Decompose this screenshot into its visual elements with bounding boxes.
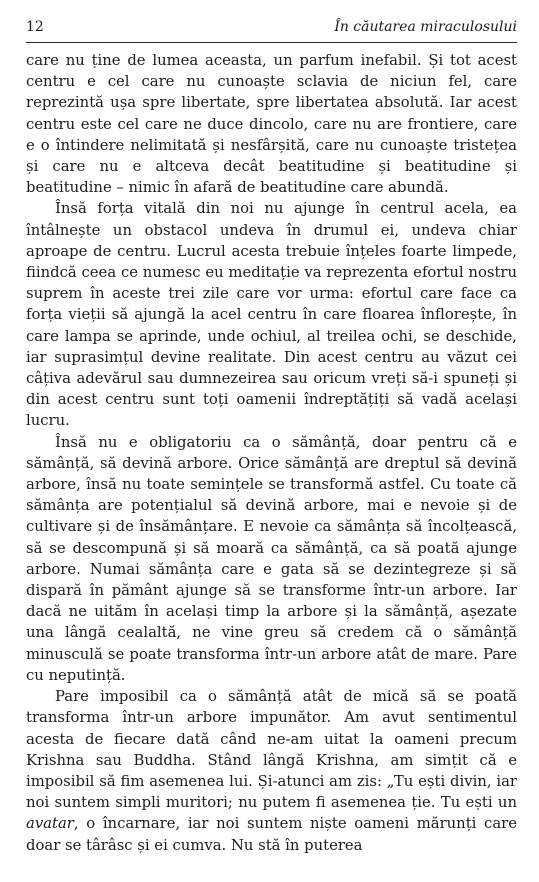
running-title: În căutarea miraculosului <box>334 19 517 35</box>
page-header <box>26 12 517 43</box>
paragraph: Însă forța vitală din noi nu ajunge în centrul acela, ea întâlnește un obstacol undeva în drumul ei, undeva chiar aproape de centru. Lucrul acesta trebuie înțeles foarte limpede, fiindcă ceea ce numesc eu meditație va reprezenta efortul nostru suprem în aceste trei zile care vor urma: efortul care face ca forța vieții să ajungă la acel centru în care floarea înflorește, în care lampa se aprinde, unde ochiul, al treilea ochi, se deschide, iar suprasimțul devine realitate. Din acest centru au văzut cei câțiva adevărul sau dumnezeirea sau oricum vreți să-i spuneți și din acest centru sunt toți oamenii îndreptățiți să vadă același lucru. <box>26 200 517 430</box>
paragraph-text: Pare imposibil ca o sămânță atât de mică să se poată transforma într-un arbore impunător. Am avut sentimentul acesta de fiecare dată când ne-am uitat la oameni precum Krishna sau Buddha. Stând lângă Krishna, am simțit că e imposibil să fim asemenea lui. Și-atunci am zis: „Tu ești divin, iar noi suntem simpli muritori; nu putem fi asemenea ție. Tu ești un <box>26 688 517 812</box>
paragraph: Însă nu e obligatoriu ca o sămânță, doar pentru că e sămânță, să devină arbore. Orice sămânță are dreptul să devină arbore, însă nu toate semințele se transformă astfel. Cu toate că sămânța are potențialul să devină arbore, mai e nevoie și de cultivare și de însămânțare. E nevoie ca sămânța să încolțească, să se descompună și să moară ca sămânță, ca să poată ajunge arbore. Numai sămânța care e gata să se dezintegreze și să dispară în pământ ajunge să se transforme într-un arbore. Iar dacă ne uităm în același timp la arbore și la sămânță, așezate una lângă cealaltă, ne vine greu să credem că o sămânță minusculă se poate transforma într-un arbore atât de mare. Pare cu neputință. <box>26 433 517 684</box>
page-number: 12 <box>26 19 44 35</box>
paragraph: care nu ține de lumea aceasta, un parfum inefabil. Și tot acest centru e cel care nu cunoaște sclavia de niciun fel, care reprezintă ușa spre libertate, spre libertatea absolută. Iar acest centru este cel care ne duce dincolo, care nu are frontiere, care e o întindere nelimitată și nesfârșită, care nu cunoaște tristețea și care nu e altceva decât beatitudine și beatitudine și beatitudine – nimic în afară de beatitudine care abundă. <box>26 52 517 197</box>
paragraph <box>26 686 517 856</box>
emphasized-word: avatar <box>26 815 74 833</box>
body-text <box>26 50 517 856</box>
paragraph-text: , o încarnare, iar noi suntem niște oameni mărunți care doar se târâsc și ei cumva. Nu stă în puterea <box>26 815 517 854</box>
